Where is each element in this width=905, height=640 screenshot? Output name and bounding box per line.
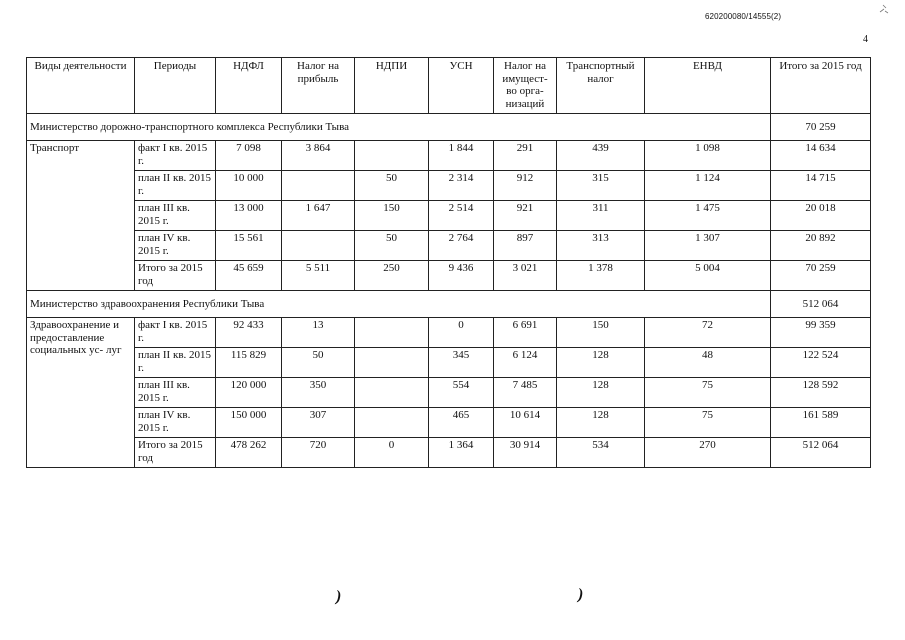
row-total-cell: 161 589 <box>771 408 871 438</box>
envd-cell: 1 124 <box>645 171 771 201</box>
ndpi-cell: 0 <box>355 438 429 468</box>
ndfl-cell: 45 659 <box>216 261 282 291</box>
row-total-cell: 512 064 <box>771 438 871 468</box>
header-period: Периоды <box>135 58 216 114</box>
profit-tax-cell <box>282 231 355 261</box>
period-cell: Итого за 2015 год <box>135 261 216 291</box>
envd-cell: 75 <box>645 408 771 438</box>
profit-tax-cell: 50 <box>282 348 355 378</box>
transport-tax-cell: 313 <box>557 231 645 261</box>
ndpi-cell <box>355 318 429 348</box>
ndfl-cell: 10 000 <box>216 171 282 201</box>
ndfl-cell: 115 829 <box>216 348 282 378</box>
transport-tax-cell: 128 <box>557 378 645 408</box>
ministry-name: Министерство дорожно-транспортного комплекса Республики Тыва <box>27 114 771 141</box>
transport-tax-cell: 315 <box>557 171 645 201</box>
ministry-row <box>27 114 871 141</box>
ndfl-cell: 120 000 <box>216 378 282 408</box>
ministry-total: 512 064 <box>771 291 871 318</box>
property-tax-cell: 10 614 <box>494 408 557 438</box>
profit-tax-cell: 13 <box>282 318 355 348</box>
ndfl-cell: 15 561 <box>216 231 282 261</box>
property-tax-cell: 6 124 <box>494 348 557 378</box>
row-total-cell: 14 634 <box>771 141 871 171</box>
usn-cell: 2 764 <box>429 231 494 261</box>
transport-tax-cell: 128 <box>557 408 645 438</box>
envd-cell: 1 307 <box>645 231 771 261</box>
ndpi-cell <box>355 348 429 378</box>
table-row <box>27 348 871 378</box>
property-tax-cell: 6 691 <box>494 318 557 348</box>
envd-cell: 1 098 <box>645 141 771 171</box>
document-id: 620200080/14555(2) <box>705 12 782 21</box>
period-cell: план II кв. 2015 г. <box>135 171 216 201</box>
ndfl-cell: 478 262 <box>216 438 282 468</box>
row-total-cell: 99 359 <box>771 318 871 348</box>
property-tax-cell: 897 <box>494 231 557 261</box>
row-total-cell: 70 259 <box>771 261 871 291</box>
scan-mark-left: ) <box>336 588 342 605</box>
profit-tax-cell: 720 <box>282 438 355 468</box>
tax-table <box>26 57 871 468</box>
profit-tax-cell: 350 <box>282 378 355 408</box>
row-total-cell: 128 592 <box>771 378 871 408</box>
profit-tax-cell <box>282 171 355 201</box>
profit-tax-cell: 5 511 <box>282 261 355 291</box>
table-row <box>27 171 871 201</box>
ndfl-cell: 13 000 <box>216 201 282 231</box>
property-tax-cell: 291 <box>494 141 557 171</box>
profit-tax-cell: 3 864 <box>282 141 355 171</box>
property-tax-cell: 921 <box>494 201 557 231</box>
period-cell: факт I кв. 2015 г. <box>135 141 216 171</box>
header-property-tax: Налог на имущест- во орга- низаций <box>494 58 557 114</box>
transport-tax-cell: 439 <box>557 141 645 171</box>
row-total-cell: 14 715 <box>771 171 871 201</box>
ndfl-cell: 92 433 <box>216 318 282 348</box>
envd-cell: 48 <box>645 348 771 378</box>
envd-cell: 270 <box>645 438 771 468</box>
table-row <box>27 201 871 231</box>
usn-cell: 9 436 <box>429 261 494 291</box>
corner-scan-mark <box>878 3 890 15</box>
envd-cell: 5 004 <box>645 261 771 291</box>
transport-tax-cell: 150 <box>557 318 645 348</box>
header-profit-tax: Налог на прибыль <box>282 58 355 114</box>
header-usn: УСН <box>429 58 494 114</box>
ndpi-cell: 50 <box>355 231 429 261</box>
period-cell: Итого за 2015 год <box>135 438 216 468</box>
period-cell: план III кв. 2015 г. <box>135 378 216 408</box>
property-tax-cell: 30 914 <box>494 438 557 468</box>
activity-name: Транспорт <box>27 141 135 291</box>
property-tax-cell: 7 485 <box>494 378 557 408</box>
property-tax-cell: 3 021 <box>494 261 557 291</box>
envd-cell: 1 475 <box>645 201 771 231</box>
page-number: 4 <box>863 34 868 45</box>
usn-cell: 345 <box>429 348 494 378</box>
transport-tax-cell: 128 <box>557 348 645 378</box>
transport-tax-cell: 1 378 <box>557 261 645 291</box>
section-healthcare <box>27 291 871 468</box>
ministry-name: Министерство здравоохранения Республики Тыва <box>27 291 771 318</box>
ndfl-cell: 150 000 <box>216 408 282 438</box>
ministry-row <box>27 291 871 318</box>
header-ndpi: НДПИ <box>355 58 429 114</box>
ndpi-cell: 150 <box>355 201 429 231</box>
usn-cell: 1 364 <box>429 438 494 468</box>
activity-name: Здравоохранение и предоставление социальных ус- луг <box>27 318 135 468</box>
header-ndfl: НДФЛ <box>216 58 282 114</box>
table-row <box>27 378 871 408</box>
ministry-total: 70 259 <box>771 114 871 141</box>
ndfl-cell: 7 098 <box>216 141 282 171</box>
row-total-cell: 122 524 <box>771 348 871 378</box>
usn-cell: 554 <box>429 378 494 408</box>
usn-cell: 2 514 <box>429 201 494 231</box>
table-row <box>27 318 871 348</box>
transport-tax-cell: 311 <box>557 201 645 231</box>
period-cell: план III кв. 2015 г. <box>135 201 216 231</box>
ndpi-cell: 250 <box>355 261 429 291</box>
header-envd: ЕНВД <box>645 58 771 114</box>
period-cell: план II кв. 2015 г. <box>135 348 216 378</box>
table-row-total <box>27 261 871 291</box>
header-total: Итого за 2015 год <box>771 58 871 114</box>
usn-cell: 465 <box>429 408 494 438</box>
usn-cell: 2 314 <box>429 171 494 201</box>
row-total-cell: 20 018 <box>771 201 871 231</box>
profit-tax-cell: 1 647 <box>282 201 355 231</box>
table-row <box>27 141 871 171</box>
table-row <box>27 231 871 261</box>
section-transport <box>27 114 871 291</box>
transport-tax-cell: 534 <box>557 438 645 468</box>
envd-cell: 75 <box>645 378 771 408</box>
property-tax-cell: 912 <box>494 171 557 201</box>
table-row <box>27 408 871 438</box>
row-total-cell: 20 892 <box>771 231 871 261</box>
scan-mark-right: ) <box>578 586 584 603</box>
ndpi-cell <box>355 408 429 438</box>
profit-tax-cell: 307 <box>282 408 355 438</box>
usn-cell: 1 844 <box>429 141 494 171</box>
period-cell: план IV кв. 2015 г. <box>135 408 216 438</box>
period-cell: факт I кв. 2015 г. <box>135 318 216 348</box>
header-row <box>27 58 871 114</box>
period-cell: план IV кв. 2015 г. <box>135 231 216 261</box>
header-transport-tax: Транспортный налог <box>557 58 645 114</box>
ndpi-cell <box>355 141 429 171</box>
ndpi-cell <box>355 378 429 408</box>
header-activity: Виды деятельности <box>27 58 135 114</box>
envd-cell: 72 <box>645 318 771 348</box>
table-row-total <box>27 438 871 468</box>
usn-cell: 0 <box>429 318 494 348</box>
ndpi-cell: 50 <box>355 171 429 201</box>
